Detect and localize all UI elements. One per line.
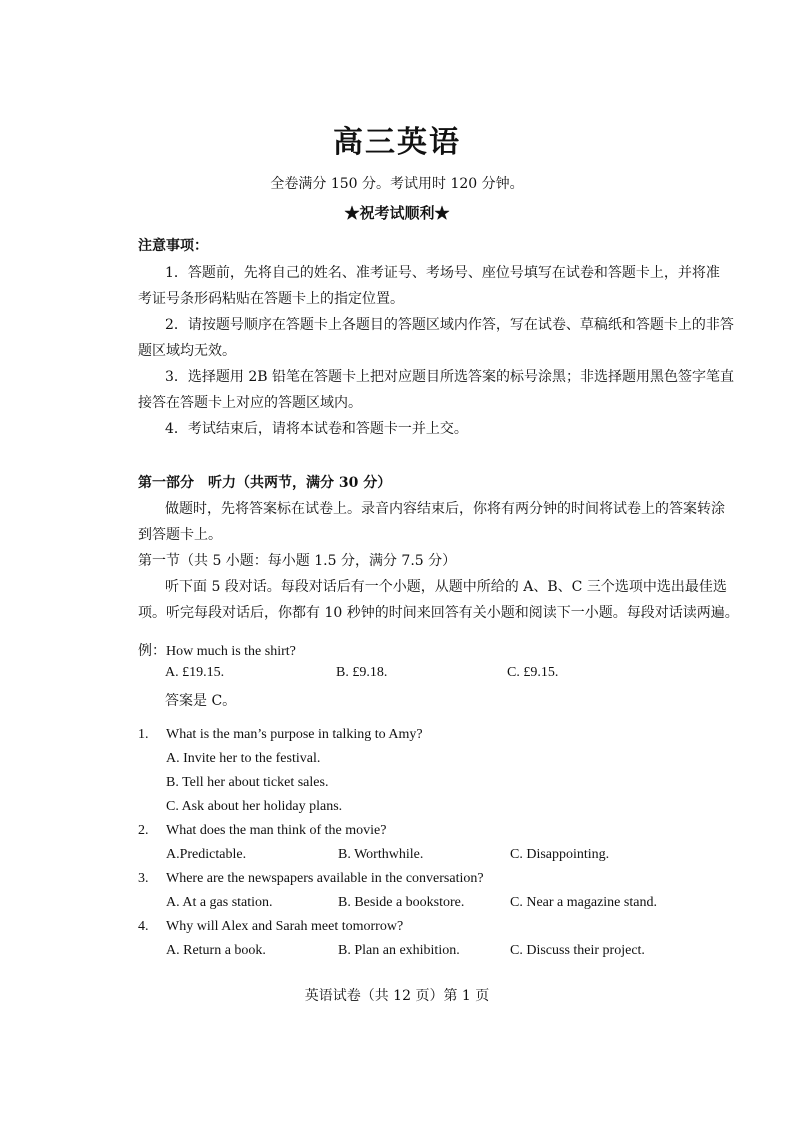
question-number: 2. [138, 823, 149, 838]
note-line: 考证号条形码粘贴在答题卡上的指定位置。 [138, 291, 404, 307]
option-c: C. Disappointing. [510, 847, 610, 862]
question-text: What does the man think of the movie? [166, 823, 387, 838]
question-number: 4. [138, 919, 149, 934]
part-intro: 做题时，先将答案标在试卷上。录音内容结束后，你将有两分钟的时间将试卷上的答案转涂 [165, 501, 725, 517]
notes-heading: 注意事项： [138, 238, 208, 254]
page-title: 高三英语 [333, 125, 461, 160]
option-b: B. Beside a bookstore. [338, 895, 465, 910]
exam-info: 全卷满分 150 分。考试用时 120 分钟。 [270, 176, 524, 192]
question-number: 3. [138, 871, 149, 886]
section-heading: 第一节（共 5 小题：每小题 1.5 分，满分 7.5 分） [138, 553, 457, 569]
example-question: 例：How much is the shirt? [138, 644, 296, 659]
note-line: 接答在答题卡上对应的答题区域内。 [138, 395, 362, 411]
option-b: B. Tell her about ticket sales. [166, 775, 329, 790]
option-c: C. Discuss their project. [510, 943, 645, 958]
option-a: A.Predictable. [166, 847, 247, 862]
option-c: C. Near a magazine stand. [510, 895, 657, 910]
option-b: B. Plan an exhibition. [338, 943, 460, 958]
option-a: A. Return a book. [166, 943, 266, 958]
page-footer: 英语试卷（共 12 页）第 1 页 [304, 988, 490, 1004]
question-text: Why will Alex and Sarah meet tomorrow? [166, 919, 404, 934]
option-a: A. Invite her to the festival. [166, 751, 321, 766]
option-a: A. At a gas station. [166, 895, 273, 910]
note-line: 1．答题前，先将自己的姓名、准考证号、考场号、座位号填写在试卷和答题卡上，并将准 [165, 265, 720, 281]
note-line: 4．考试结束后，请将本试卷和答题卡一并上交。 [165, 421, 468, 437]
example-option-b: B. £9.18. [336, 665, 388, 680]
blessing-banner: ★祝考试顺利★ [344, 204, 450, 222]
question-number: 1. [138, 727, 149, 742]
note-line: 3．选择题用 2B 铅笔在答题卡上把对应题目所选答案的标号涂黑；非选择题用黑色签字笔直 [165, 369, 735, 385]
example-option-a: A. £19.15. [165, 665, 225, 680]
option-b: B. Worthwhile. [338, 847, 424, 862]
question-text: Where are the newspapers available in the conversation? [166, 871, 484, 886]
option-c: C. Ask about her holiday plans. [166, 799, 343, 814]
section-instructions: 听下面 5 段对话。每段对话后有一个小题，从题中所给的 A、B、C 三个选项中选出最佳选 [165, 579, 727, 595]
note-line: 2．请按题号顺序在答题卡上各题目的答题区域内作答，写在试卷、草稿纸和答题卡上的非答 [165, 317, 734, 333]
example-answer: 答案是 C。 [165, 693, 237, 709]
note-line: 题区域均无效。 [138, 343, 236, 359]
part-heading: 第一部分 听力（共两节，满分 30 分） [138, 475, 392, 491]
section-instructions: 项。听完每段对话后，你都有 10 秒钟的时间来回答有关小题和阅读下一小题。每段对话读两遍。 [138, 605, 739, 621]
question-text: What is the man’s purpose in talking to Amy? [166, 727, 423, 742]
example-option-c: C. £9.15. [507, 665, 559, 680]
part-intro: 到答题卡上。 [138, 527, 222, 543]
